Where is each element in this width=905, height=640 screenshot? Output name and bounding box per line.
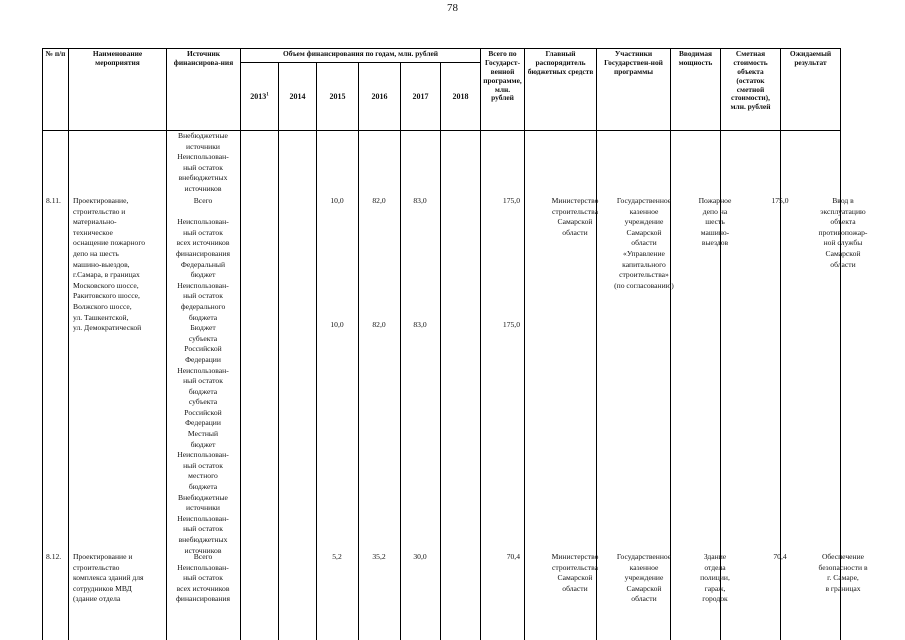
source-line: Внебюджетные xyxy=(178,131,228,140)
row-result xyxy=(808,196,878,270)
header-name: Наименование мероприятия xyxy=(69,49,167,131)
row-participants xyxy=(604,196,684,291)
cell-line: казенное xyxy=(629,562,659,572)
cell-line: Неиспользован- xyxy=(177,513,229,523)
column-line xyxy=(42,131,43,640)
row-result xyxy=(808,552,878,594)
cell-line: выездов xyxy=(701,238,729,248)
source-line: внебюджетных xyxy=(178,173,228,183)
cell-line: г.Самара, в границах xyxy=(73,270,140,280)
row-name xyxy=(73,196,167,334)
cell-line: казенное xyxy=(629,206,659,216)
cell-line: ул. Демократической xyxy=(73,323,142,333)
header-no: № п/п xyxy=(43,49,69,131)
cell-line: бюджет xyxy=(190,270,216,280)
row-capacity xyxy=(690,196,740,249)
cell-line: техническое xyxy=(73,227,113,237)
header-source: Источник финансирова-ния xyxy=(167,49,241,131)
column-line xyxy=(780,131,781,640)
cell-line: Российской xyxy=(184,407,222,417)
cell-line: Неиспользован- xyxy=(177,280,229,290)
column-line xyxy=(240,131,241,640)
cell-line: капитального xyxy=(622,259,666,269)
header-manager: Главный распорядитель бюджетных средств xyxy=(525,49,597,131)
cell-line: полиции, xyxy=(700,573,730,583)
cell-line: Ввод в xyxy=(832,196,854,205)
header-result: Ожидаемый результат xyxy=(781,49,841,131)
header-cost: Сметная стоимость объекта (остаток сметной стоимости), млн. рублей xyxy=(721,49,781,131)
cell-line: местного xyxy=(188,471,218,481)
cell-line: шесть xyxy=(705,217,725,227)
cell-line: источников xyxy=(184,545,222,555)
cell-line: машино- xyxy=(700,227,730,237)
column-line xyxy=(358,131,359,640)
header-capacity: Вводимая мощность xyxy=(671,49,721,131)
cell-line: федерального xyxy=(180,301,226,311)
cell-line: Всего xyxy=(193,196,213,205)
value-2017-all: 30,0 xyxy=(413,552,427,561)
value-2016-subject: 82,0 xyxy=(372,320,386,329)
cell-line: учреждение xyxy=(624,573,664,583)
row-cost: 70,4 xyxy=(773,552,787,561)
cell-line: (по согласованию) xyxy=(614,280,674,290)
cell-line: Волжского шоссе, xyxy=(73,301,132,311)
cell-line: (здание отдела xyxy=(73,594,121,604)
cell-line: Пожарное xyxy=(698,196,732,205)
cell-line: Ракитовского шоссе, xyxy=(73,291,140,301)
cell-line: всех источников xyxy=(176,238,230,248)
column-line xyxy=(440,131,441,640)
cell-line: эксплуатацию xyxy=(820,206,866,216)
column-line xyxy=(316,131,317,640)
header-total: Всего по Государст-венной программе, млн. рублей xyxy=(481,49,525,131)
cell-line: финансирования xyxy=(176,594,230,604)
value-2015-subject: 10,0 xyxy=(330,320,344,329)
cell-line: Российской xyxy=(184,344,222,354)
value-2015-all: 5,2 xyxy=(332,552,342,561)
cell-line: Федеральный xyxy=(180,259,226,269)
cell-line: Всего xyxy=(193,552,213,561)
column-line xyxy=(400,131,401,640)
cell-line: строительство и xyxy=(73,206,126,216)
cell-line xyxy=(166,207,240,218)
row-name xyxy=(73,552,167,605)
cell-line: ной службы xyxy=(823,238,863,248)
cell-line: ный остаток xyxy=(183,573,223,583)
cell-line: строительства xyxy=(552,562,598,572)
cell-line: Бюджет xyxy=(190,323,216,333)
row-capacity xyxy=(690,552,740,605)
row-number: 8.11. xyxy=(46,196,61,205)
value-2016-all: 82,0 xyxy=(372,196,386,205)
cell-line: депо на шесть xyxy=(73,248,119,258)
cell-line: материально- xyxy=(73,217,117,227)
cell-line: области xyxy=(562,227,588,237)
row-cost: 175,0 xyxy=(771,196,789,205)
cell-line: субъекта xyxy=(188,333,218,343)
cell-line: Неиспользован- xyxy=(177,450,229,460)
cell-line: учреждение xyxy=(624,217,664,227)
source-line: источников xyxy=(184,183,222,193)
cell-line: всех источников xyxy=(176,583,230,593)
value-2017-subject: 83,0 xyxy=(413,320,427,329)
table-header xyxy=(42,48,841,131)
cell-line: Самарской xyxy=(825,248,861,258)
cell-line: оснащение пожарного xyxy=(73,238,146,248)
cell-line: депо на xyxy=(702,206,728,216)
cell-line: ный остаток xyxy=(183,524,223,534)
cell-line: Самарской xyxy=(626,583,662,593)
cell-line: внебюджетных xyxy=(178,535,228,544)
header-year-2015: 2015 xyxy=(317,63,359,131)
cell-line: городок xyxy=(702,594,728,604)
cell-line: Самарской xyxy=(557,573,593,583)
cell-line: строительство xyxy=(73,562,120,572)
value-2017-all: 83,0 xyxy=(413,196,427,205)
cell-line: Самарской xyxy=(626,227,662,237)
row-manager xyxy=(538,552,612,594)
cell-line: Проектирование, xyxy=(73,196,129,205)
cell-line: бюджета xyxy=(188,312,218,322)
value-total-all: 175,0 xyxy=(502,196,520,205)
cell-line: ул. Ташкентской, xyxy=(73,312,129,322)
source-line: ный остаток xyxy=(183,162,223,172)
cell-line: Проектирование и xyxy=(73,552,133,561)
header-year-2014: 2014 xyxy=(279,63,317,131)
cell-line: противопожар- xyxy=(818,227,868,237)
header-year-2016: 2016 xyxy=(359,63,401,131)
cell-line: источники xyxy=(186,503,220,513)
value-2015-all: 10,0 xyxy=(330,196,344,205)
cell-line: бюджета xyxy=(188,482,218,492)
cell-line: ный остаток xyxy=(183,291,223,301)
cell-line: объекта xyxy=(830,217,856,227)
page-number: 78 xyxy=(447,2,458,14)
cell-line: области xyxy=(562,583,588,593)
cell-line: ный остаток xyxy=(183,460,223,470)
value-2016-all: 35,2 xyxy=(372,552,386,561)
cell-line: Неиспользован- xyxy=(177,562,229,572)
cell-line: Государственное xyxy=(616,552,672,561)
header-participants: Участники Государствен-ной программы xyxy=(597,49,671,131)
cell-line: финансирования xyxy=(176,248,230,258)
header-volume: Объем финансирования по годам, млн. рублей xyxy=(241,49,481,63)
header-year-2018: 2018 xyxy=(441,63,481,131)
cell-line: области xyxy=(631,238,657,248)
cell-line: «Управление xyxy=(623,248,665,258)
value-total-all: 70,4 xyxy=(506,552,520,561)
cell-line: ный остаток xyxy=(183,227,223,237)
value-total-subject: 175,0 xyxy=(502,320,520,329)
cell-line: Внебюджетные xyxy=(178,492,228,502)
cell-line: в границах xyxy=(825,583,861,593)
source-line: Неиспользован- xyxy=(177,152,229,162)
row-manager xyxy=(538,196,612,238)
cell-line: машино-выездов, xyxy=(73,259,130,269)
column-line xyxy=(278,131,279,640)
row-number: 8.12. xyxy=(46,552,62,561)
row-participants xyxy=(604,552,684,605)
cell-line: Обеспечение xyxy=(821,552,865,561)
column-line xyxy=(524,131,525,640)
cell-line: области xyxy=(830,259,856,269)
cell-line: области xyxy=(631,594,657,604)
cell-line: Московского шоссе, xyxy=(73,280,139,290)
cell-line: сотрудников МВД xyxy=(73,583,132,593)
cell-line: г. Самаре, xyxy=(827,573,859,583)
cell-line: ный остаток xyxy=(183,376,223,386)
cell-line: Самарской xyxy=(557,217,593,227)
cell-line: строительства» xyxy=(619,270,669,280)
column-line xyxy=(68,131,69,640)
header-year-2017: 2017 xyxy=(401,63,441,131)
cell-line: Здание xyxy=(703,552,727,561)
cell-line: Министерство xyxy=(551,552,599,561)
column-line xyxy=(480,131,481,640)
cell-line: строительства xyxy=(552,206,598,216)
continued-sources xyxy=(166,131,240,195)
cell-line: гараж, xyxy=(704,583,726,593)
cell-line: Федерации xyxy=(185,354,221,364)
row-sources xyxy=(166,196,240,556)
cell-line: Министерство xyxy=(551,196,599,205)
cell-line: бюджет xyxy=(190,439,216,449)
row-sources xyxy=(166,552,240,605)
cell-line: комплекса зданий для xyxy=(73,573,144,583)
cell-line: Неиспользован- xyxy=(177,217,229,227)
cell-line: бюджета xyxy=(188,386,218,396)
source-line: источники xyxy=(186,141,220,151)
cell-line: Государственное xyxy=(616,196,672,205)
cell-line: безопасности в xyxy=(818,562,868,572)
header-year-2013: 2013$^1$ xyxy=(241,63,279,131)
cell-line: Неиспользован- xyxy=(177,365,229,375)
cell-line: Местный xyxy=(187,429,219,439)
cell-line: Федерации xyxy=(185,418,221,428)
cell-line: отдела xyxy=(704,562,726,572)
cell-line: субъекта xyxy=(188,397,218,407)
